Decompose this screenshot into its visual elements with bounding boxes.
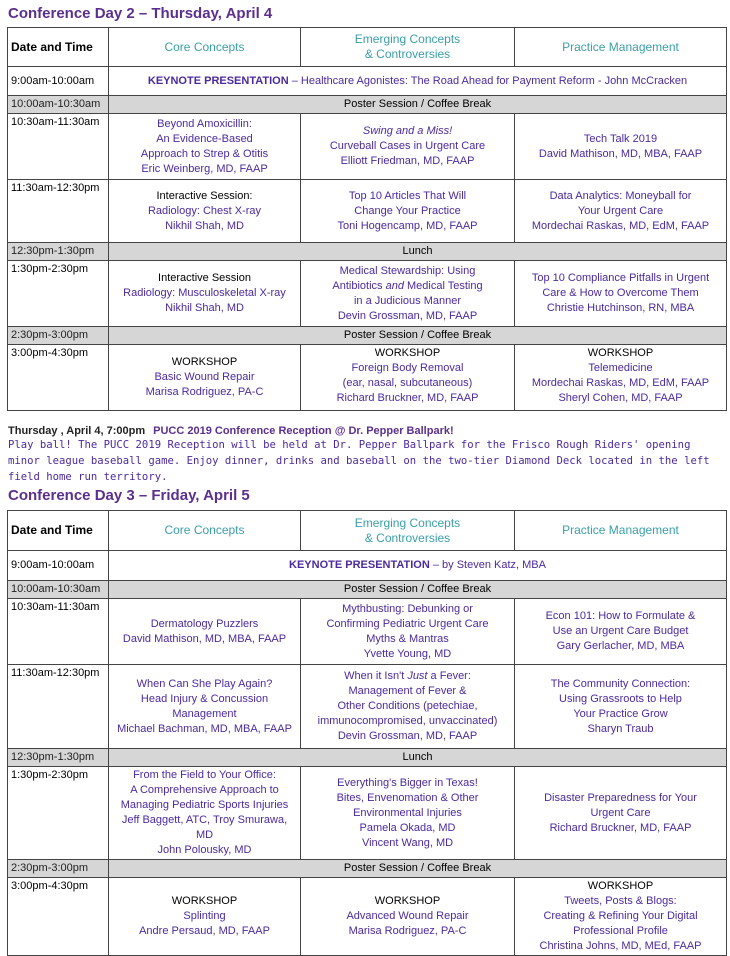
header-row — [8, 28, 727, 67]
session-speaker: Marisa Rodriguez, PA-C — [145, 386, 264, 398]
session-practice — [515, 180, 727, 243]
session-line: Approach to Strep & Otitis — [140, 147, 269, 160]
session-row — [8, 345, 727, 411]
day2-title: Conference Day 2 – Thursday, April 4 — [8, 5, 273, 22]
break-cell: Poster Session / Coffee Break — [109, 860, 727, 878]
session-line: Foreign Body Removal — [351, 362, 464, 374]
session-speaker: Nikhil Shah, MD — [165, 302, 244, 314]
time-cell: 11:30am-12:30pm — [8, 180, 109, 243]
session-row — [8, 878, 727, 956]
session-core — [109, 345, 301, 411]
header-core-concepts: Core Concepts — [109, 511, 301, 551]
session-speaker: David Mathison, MD, MBA, FAAP — [122, 632, 287, 645]
session-line: (ear, nasal, subcutaneous) — [342, 377, 473, 389]
session-line: Head Injury & Concussion — [140, 692, 269, 705]
session-line: When Can She Play Again? — [136, 677, 273, 690]
time-cell: 9:00am-10:00am — [8, 67, 109, 96]
session-line: Use an Urgent Care Budget — [552, 625, 689, 637]
reception-body: Play ball! The PUCC 2019 Reception will be held at Dr. Pepper Ballpark for the Frisco Rough Riders' opening minor league baseball game. Enjoy dinner, drinks and baseball on the two-tier Diamond Deck located in the left field home run territory. — [8, 439, 710, 483]
session-line: An Evidence-Based — [156, 132, 253, 145]
break-row — [8, 327, 727, 345]
session-line: Creating & Refining Your Digital — [543, 910, 698, 922]
time-cell: 12:30pm-1:30pm — [8, 243, 109, 261]
session-line: A Comprehensive Approach to — [130, 784, 279, 796]
session-line: Bites, Envenomation & Other — [336, 791, 479, 804]
time-cell: 11:30am-12:30pm — [8, 665, 109, 749]
day3-schedule-table — [7, 510, 727, 956]
time-cell: 10:30am-11:30am — [8, 114, 109, 180]
session-core — [109, 261, 301, 327]
break-row — [8, 243, 727, 261]
session-line: Managing Pediatric Sports Injuries — [120, 799, 289, 811]
session-speaker: Pamela Okada, MD — [359, 821, 456, 834]
session-line: Curveball Cases in Urgent Care — [329, 140, 486, 152]
break-cell: Poster Session / Coffee Break — [109, 581, 727, 599]
session-emerging — [301, 345, 515, 411]
session-core — [109, 878, 301, 956]
session-type: WORKSHOP — [171, 895, 238, 907]
session-line: Advanced Wound Repair — [346, 910, 469, 922]
header-practice-management: Practice Management — [515, 28, 727, 67]
session-type: WORKSHOP — [171, 356, 238, 368]
session-line: Tweets, Posts & Blogs: — [564, 895, 677, 907]
session-practice — [515, 114, 727, 180]
session-line: Radiology: Musculoskeletal X-ray — [123, 287, 286, 299]
session-line: Econ 101: How to Formulate & — [545, 610, 696, 622]
session-row — [8, 261, 727, 327]
session-speaker: Gary Gerlacher, MD, MBA — [556, 640, 685, 652]
session-speaker: Mordechai Raskas, MD, EdM, FAAP — [531, 219, 710, 232]
break-cell: Poster Session / Coffee Break — [109, 327, 727, 345]
session-line: in a Judicious Manner — [353, 294, 461, 307]
session-core — [109, 180, 301, 243]
session-line: Other Conditions (petechiae, — [337, 700, 478, 712]
session-type: Interactive Session: — [156, 189, 253, 202]
session-speaker: Eric Weinberg, MD, FAAP — [141, 162, 268, 175]
break-cell: Lunch — [109, 243, 727, 261]
session-text-italic: Just — [407, 670, 428, 682]
session-type: Interactive Session — [158, 272, 251, 284]
header-row — [8, 511, 727, 551]
session-line: Management — [172, 707, 237, 720]
time-cell: 10:00am-10:30am — [8, 96, 109, 114]
session-row — [8, 599, 727, 665]
session-text: When it Isn't — [344, 670, 408, 682]
session-type: WORKSHOP — [587, 880, 654, 892]
session-speaker: Yvette Young, MD — [363, 647, 452, 660]
session-line: Medical Stewardship: Using — [339, 264, 476, 277]
session-line: Top 10 Compliance Pitfalls in Urgent — [531, 272, 710, 284]
session-emerging — [301, 878, 515, 956]
session-line: Everything's Bigger in Texas! — [337, 776, 478, 789]
keynote-label: KEYNOTE PRESENTATION — [147, 74, 289, 87]
session-type: WORKSHOP — [374, 347, 441, 359]
session-type: WORKSHOP — [374, 895, 441, 907]
session-line: Top 10 Articles That Will — [348, 189, 467, 202]
session-speaker: John Polousky, MD — [157, 844, 252, 856]
day3-title: Conference Day 3 – Friday, April 5 — [8, 487, 250, 504]
session-speaker: Christina Johns, MD, MEd, FAAP — [539, 940, 702, 952]
session-line: Management of Fever & — [348, 685, 467, 697]
session-text: a Fever: — [427, 670, 471, 682]
time-cell: 10:00am-10:30am — [8, 581, 109, 599]
time-cell: 12:30pm-1:30pm — [8, 749, 109, 767]
session-line: Data Analytics: Moneyball for — [549, 189, 692, 202]
session-speaker: Nikhil Shah, MD — [165, 219, 244, 232]
header-date-time: Date and Time — [8, 511, 109, 551]
session-text: Antibiotics — [332, 279, 386, 292]
break-cell: Lunch — [109, 749, 727, 767]
session-line: Radiology: Chest X-ray — [147, 204, 262, 217]
session-speaker: Marisa Rodriguez, PA-C — [348, 925, 467, 937]
session-core — [109, 599, 301, 665]
session-line: Mythbusting: Debunking or — [342, 602, 473, 615]
time-cell: 1:30pm-2:30pm — [8, 261, 109, 327]
keynote-label: KEYNOTE PRESENTATION — [289, 559, 430, 571]
session-speaker: Devin Grossman, MD, FAAP — [337, 309, 478, 322]
session-core — [109, 767, 301, 860]
session-practice — [515, 261, 727, 327]
session-practice — [515, 878, 727, 956]
time-cell: 2:30pm-3:00pm — [8, 860, 109, 878]
session-line: The Community Connection: — [550, 677, 691, 690]
session-line: Your Practice Grow — [573, 707, 668, 720]
session-speaker: David Mathison, MD, MBA, FAAP — [538, 147, 703, 160]
session-line: Change Your Practice — [354, 204, 461, 217]
time-cell: 3:00pm-4:30pm — [8, 878, 109, 956]
session-speaker: Sharyn Traub — [587, 722, 654, 735]
time-cell: 9:00am-10:00am — [8, 551, 109, 581]
session-line: Splinting — [183, 910, 226, 922]
session-row — [8, 180, 727, 243]
session-core — [109, 665, 301, 749]
session-speaker: Devin Grossman, MD, FAAP — [337, 730, 478, 742]
session-emerging — [301, 599, 515, 665]
session-speaker: Andre Persaud, MD, FAAP — [139, 925, 270, 937]
session-practice — [515, 599, 727, 665]
session-line: Tech Talk 2019 — [583, 132, 658, 145]
session-practice — [515, 767, 727, 860]
break-row — [8, 749, 727, 767]
session-speaker: Michael Bachman, MD, MBA, FAAP — [117, 722, 292, 735]
session-line — [304, 279, 511, 294]
session-speaker: Richard Bruckner, MD, FAAP — [336, 392, 479, 404]
time-cell: 10:30am-11:30am — [8, 599, 109, 665]
keynote-text: – Healthcare Agonistes: The Road Ahead for Payment Reform - John McCracken — [288, 74, 688, 87]
time-cell: 1:30pm-2:30pm — [8, 767, 109, 860]
session-line: Dermatology Puzzlers — [150, 617, 259, 630]
break-row — [8, 860, 727, 878]
time-cell: 2:30pm-3:00pm — [8, 327, 109, 345]
session-row — [8, 114, 727, 180]
reception-title: PUCC 2019 Conference Reception @ Dr. Pepper Ballpark! — [153, 425, 454, 437]
header-emerging-concepts: Emerging Concepts & Controversies — [301, 511, 515, 551]
keynote-row — [8, 551, 727, 581]
session-line: From the Field to Your Office: — [133, 769, 276, 781]
session-text-italic: and — [385, 279, 404, 292]
session-line: Swing and a Miss! — [362, 125, 453, 137]
session-speaker: Toni Hogencamp, MD, FAAP — [337, 219, 478, 232]
keynote-row — [8, 67, 727, 96]
session-core — [109, 114, 301, 180]
session-line: Disaster Preparedness for Your — [544, 791, 697, 804]
session-speaker: Elliott Friedman, MD, FAAP — [340, 155, 475, 167]
session-line: Confirming Pediatric Urgent Care — [326, 617, 489, 630]
session-practice — [515, 665, 727, 749]
time-cell: 3:00pm-4:30pm — [8, 345, 109, 411]
break-row — [8, 96, 727, 114]
session-practice — [515, 345, 727, 411]
session-line: Using Grassroots to Help — [559, 692, 682, 705]
session-speaker: Richard Bruckner, MD, FAAP — [549, 821, 692, 834]
reception-date: Thursday , April 4, 7:00pm — [8, 425, 146, 437]
session-line: Telemedicine — [588, 362, 653, 374]
session-speaker: Mordechai Raskas, MD, EdM, FAAP — [531, 377, 710, 389]
session-line: Your Urgent Care — [577, 204, 664, 217]
session-emerging — [301, 114, 515, 180]
keynote-cell — [109, 551, 727, 581]
session-line — [304, 669, 511, 684]
header-core-concepts: Core Concepts — [109, 28, 301, 67]
day2-schedule-table — [7, 27, 727, 411]
session-line: Professional Profile — [573, 925, 668, 937]
break-cell: Poster Session / Coffee Break — [109, 96, 727, 114]
header-emerging-concepts: Emerging Concepts & Controversies — [301, 28, 515, 67]
session-line: Environmental Injuries — [353, 806, 462, 819]
session-row — [8, 767, 727, 860]
session-emerging — [301, 767, 515, 860]
keynote-text: – by Steven Katz, MBA — [429, 559, 546, 571]
session-speaker: Vincent Wang, MD — [361, 836, 454, 849]
session-text: Medical Testing — [403, 279, 483, 292]
session-speaker: Jeff Baggett, ATC, Troy Smurawa, MD — [121, 814, 288, 841]
session-line: Myths & Mantras — [366, 632, 449, 645]
session-line: Care & How to Overcome Them — [542, 287, 699, 299]
break-row — [8, 581, 727, 599]
session-line: Urgent Care — [590, 806, 651, 819]
session-emerging — [301, 665, 515, 749]
reception-notice — [8, 424, 724, 485]
session-line: immunocompromised, unvaccinated) — [317, 715, 498, 727]
session-speaker: Christie Hutchinson, RN, MBA — [546, 302, 695, 314]
header-date-time: Date and Time — [8, 28, 109, 67]
session-emerging — [301, 261, 515, 327]
header-practice-management: Practice Management — [515, 511, 727, 551]
session-speaker: Sheryl Cohen, MD, FAAP — [558, 392, 683, 404]
keynote-cell — [109, 67, 727, 96]
session-line: Basic Wound Repair — [154, 371, 255, 383]
session-emerging — [301, 180, 515, 243]
session-type: WORKSHOP — [587, 347, 654, 359]
session-line: Beyond Amoxicillin: — [157, 117, 252, 130]
session-row — [8, 665, 727, 749]
